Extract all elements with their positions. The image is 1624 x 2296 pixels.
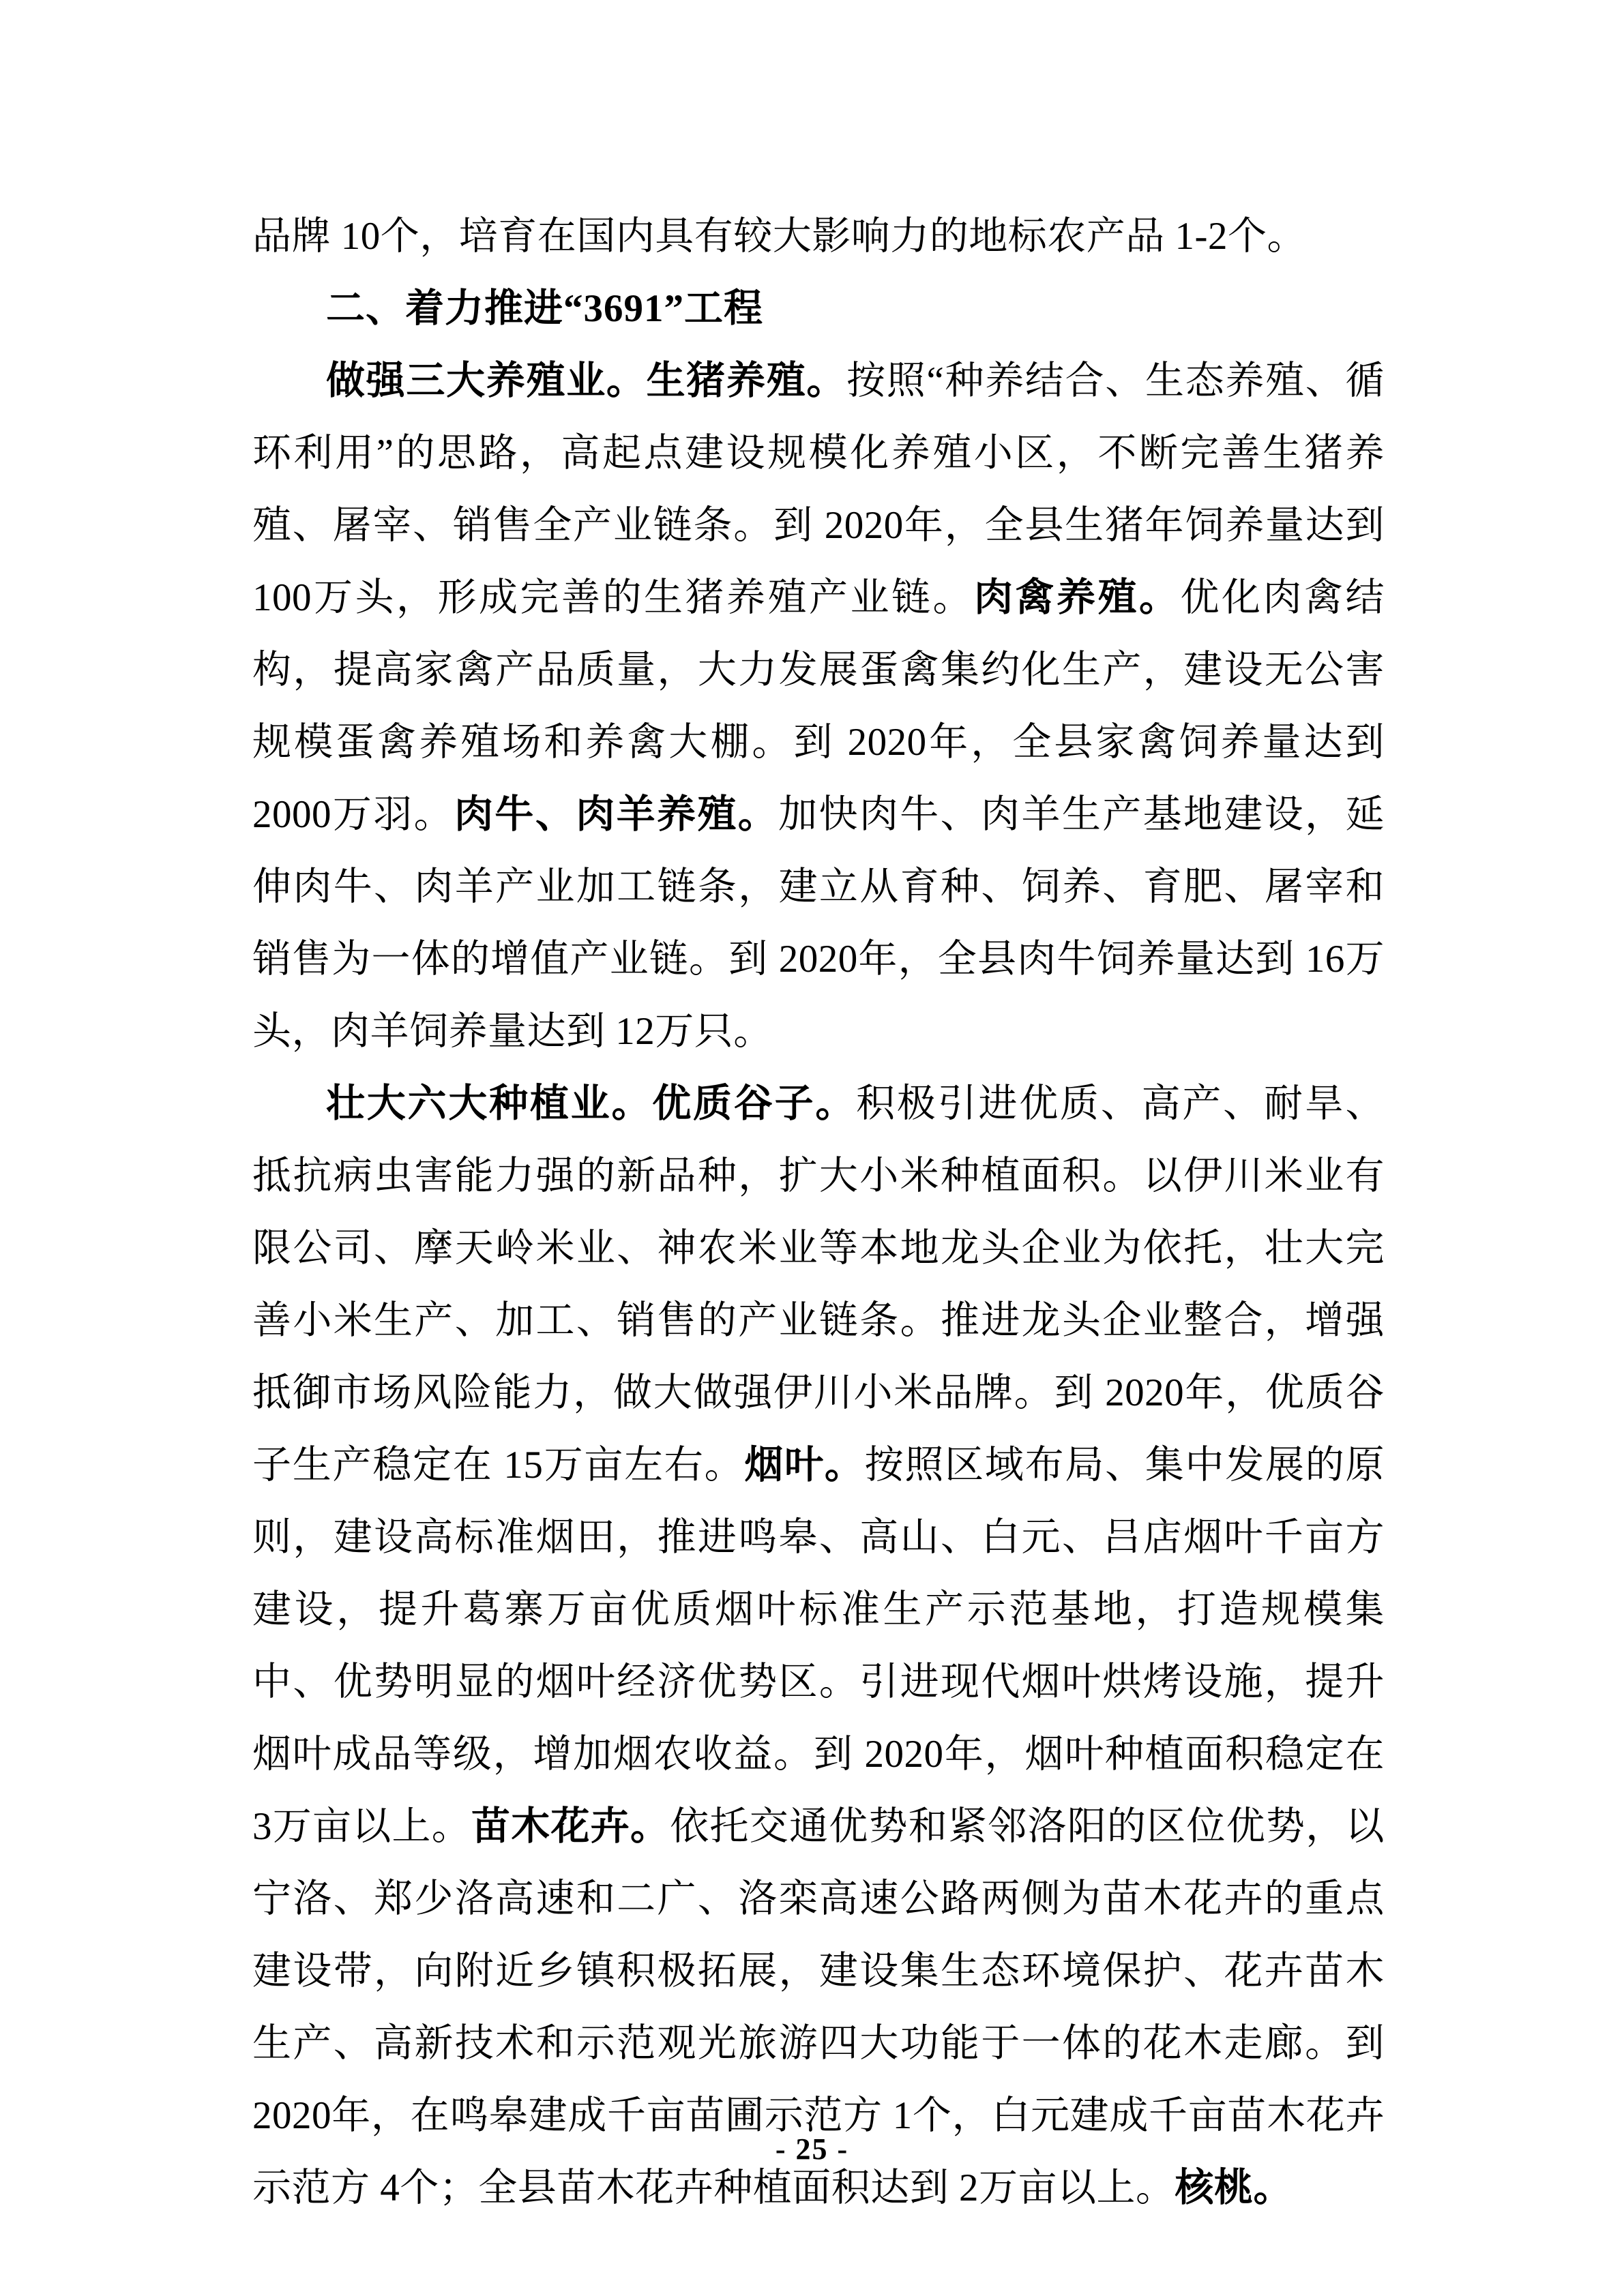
run-text: 依托交通优势和紧邻洛阳的区位优势，以宁洛、郑少洛高速和二广、洛栾高速公路两侧为苗木花卉的重点建设带，向附近乡镇积极拓展，建设集生态环境保护、花卉苗木生产、高新技术和示范观光旅游四大功能于一体的花木走廊。到 2020年，在鸣皋建成千亩苗圃示范方 1个，白元建成千亩苗木花卉示范方 4个；全县苗木花卉种植面积达到 2万亩以上。 xyxy=(252,1805,1385,2209)
run-lead-bold: 壮大六大种植业。优质谷子。 xyxy=(326,1082,857,1125)
run-subhead-bold: 烟叶。 xyxy=(744,1444,865,1487)
paragraph-livestock xyxy=(252,345,1385,1068)
run-subhead-bold: 苗木花卉。 xyxy=(471,1805,670,1848)
page-number: - 25 - xyxy=(775,2132,849,2166)
run-subhead-bold: 肉牛、肉羊养殖。 xyxy=(454,793,779,836)
run-text: 按照区域布局、集中发展的原则，建设高标准烟田，推进鸣皋、高山、白元、吕店烟叶千亩方建设，提升葛寨万亩优质烟叶标准生产示范基地，打造规模集中、优势明显的烟叶经济优势区。引进现代烟叶烘烤设施，提升烟叶成品等级，增加烟农收益。到 2020年，烟叶种植面积稳定在 3万亩以上。 xyxy=(252,1444,1385,1848)
document-body xyxy=(252,200,1385,2224)
run-subhead-bold: 核桃。 xyxy=(1175,2166,1293,2209)
run-text: 优化肉禽结构，提高家禽产品质量，大力发展蛋禽集约化生产，建设无公害规模蛋禽养殖场和养禽大棚。到 2020年，全县家禽饲养量达到 2000万羽。 xyxy=(252,576,1385,836)
page-footer xyxy=(0,2132,1624,2167)
section-heading-text: 二、着力推进“3691”工程 xyxy=(326,287,763,330)
run-text: 加快肉牛、肉羊生产基地建设，延伸肉牛、肉羊产业加工链条，建立从育种、饲养、育肥、屠宰和销售为一体的增值产业链。到 2020年，全县肉牛饲养量达到 16万头，肉羊饲养量达到 12万只。 xyxy=(252,793,1385,1053)
paragraph-continuation-text: 品牌 10个，培育在国内具有较大影响力的地标农产品 1-2个。 xyxy=(252,215,1306,258)
run-text: 按照“种养结合、生态养殖、循环利用”的思路，高起点建设规模化养殖小区，不断完善生猪养殖、屠宰、销售全产业链条。到 2020年，全县生猪年饲养量达到 100万头，形成完善的生猪养殖产业链。 xyxy=(252,359,1385,619)
run-lead-bold: 做强三大养殖业。生猪养殖。 xyxy=(326,359,847,402)
section-heading xyxy=(252,273,1385,345)
paragraph-planting xyxy=(252,1068,1385,2224)
run-subhead-bold: 肉禽养殖。 xyxy=(974,576,1181,619)
run-text: 积极引进优质、高产、耐旱、抵抗病虫害能力强的新品种，扩大小米种植面积。以伊川米业有限公司、摩天岭米业、神农米业等本地龙头企业为依托，壮大完善小米生产、加工、销售的产业链条。推进龙头企业整合，增强抵御市场风险能力，做大做强伊川小米品牌。到 2020年，优质谷子生产稳定在 15万亩左右。 xyxy=(252,1082,1385,1487)
paragraph-continuation xyxy=(252,200,1385,273)
